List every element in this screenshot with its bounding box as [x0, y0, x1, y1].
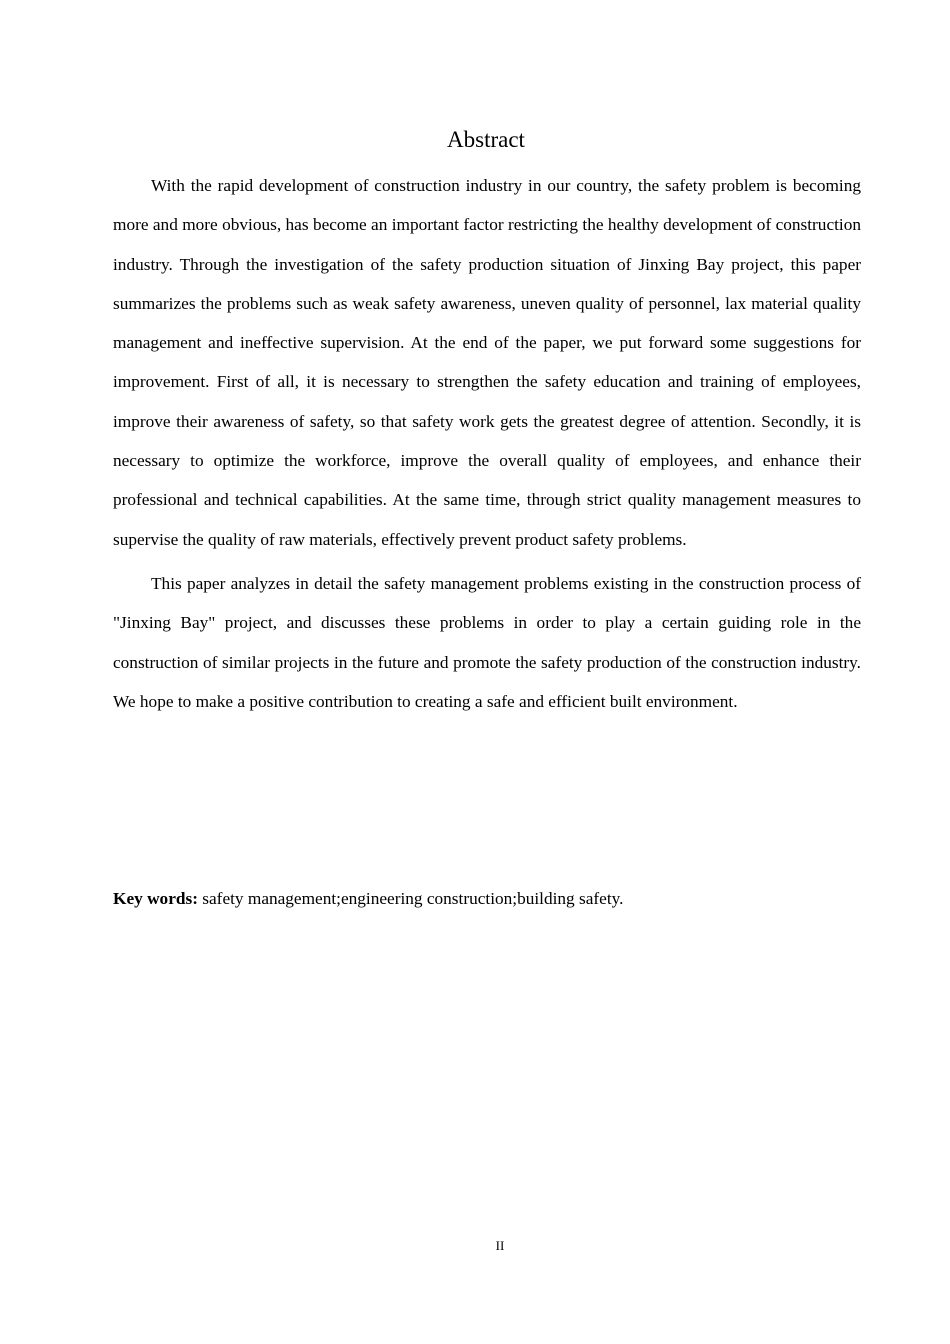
page-number: II [495, 1238, 505, 1253]
keywords-text: safety management;engineering construction;building safety. [197, 889, 624, 908]
abstract-body [113, 166, 861, 721]
keywords-line [113, 884, 861, 914]
abstract-paragraph-2: This paper analyzes in detail the safety management problems existing in the construction process of "Jinxing Bay" project, and discusses these problems in order to play a certain guiding role in the construction of similar projects in the future and promote the safety production of the construction industry. We hope to make a positive contribution to creating a safe and efficient built environment. [113, 573, 861, 711]
keywords-label: Key words: [113, 889, 198, 908]
abstract-paragraph-1: With the rapid development of construction industry in our country, the safety problem is becoming more and more obvious, has become an important factor restricting the healthy development of construction industry. Through the investigation of the safety production situation of Jinxing Bay project, this paper summarizes the problems such as weak safety awareness, uneven quality of personnel, lax material quality management and ineffective supervision. At the end of the paper, we put forward some suggestions for improvement. First of all, it is necessary to strengthen the safety education and training of employees, improve their awareness of safety, so that safety work gets the greatest degree of attention. Secondly, it is necessary to optimize the workforce, improve the overall quality of employees, and enhance their professional and technical capabilities. At the same time, through strict quality management measures to supervise the quality of raw materials, effectively prevent product safety problems. [113, 176, 861, 549]
abstract-title: Abstract [447, 127, 525, 152]
